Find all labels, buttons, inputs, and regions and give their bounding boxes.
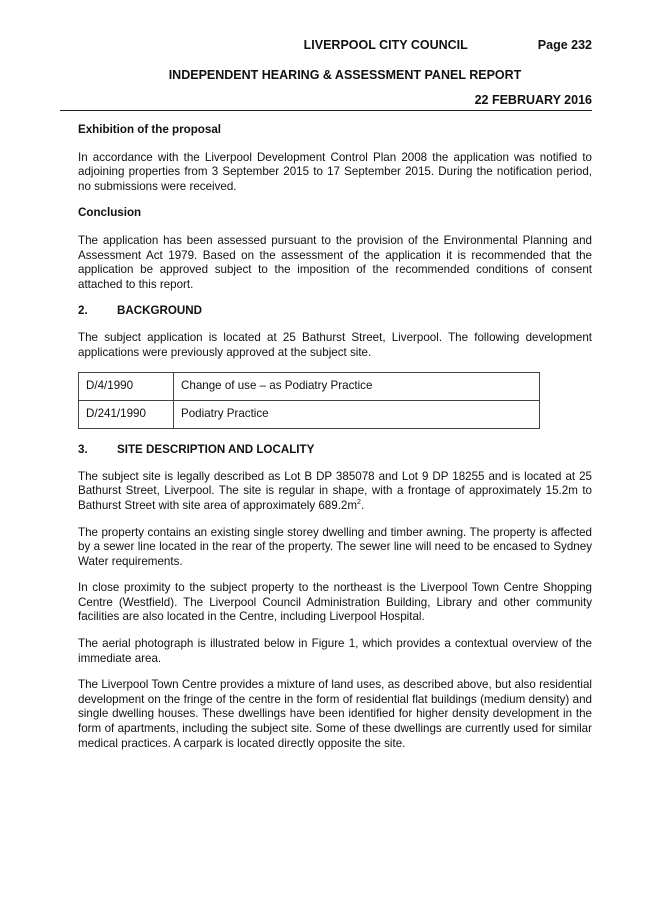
table-row — [79, 373, 540, 401]
report-page — [78, 38, 592, 763]
report-date: 22 FEBRUARY 2016 — [474, 93, 592, 107]
site-paragraph-1 — [78, 470, 592, 514]
application-ref: D/241/1990 — [79, 401, 174, 429]
site-paragraph-5: The Liverpool Town Centre provides a mixture of land uses, as described above, but also residential development on the fringe of the centre in the form of residential flat buildings (medium density) and single dwelling houses. These dwellings have been identified for higher density development in the form of apartments, including the subject site. Some of these dwellings are currently used for similar medical practices. A carpark is located directly opposite the site. — [78, 678, 592, 750]
header-top-row — [78, 38, 592, 56]
report-body — [78, 123, 592, 751]
conclusion-paragraph: The application has been assessed pursuant to the provision of the Environmental Planning and Assessment Act 1979. Based on the assessment of the application it is recommended that the application be approved subject to the imposition of the recommended conditions of consent attached to this report. — [78, 233, 592, 291]
conclusion-heading: Conclusion — [78, 206, 142, 220]
background-paragraph: The subject application is located at 25 Bathurst Street, Liverpool. The following development applications were previously approved at the subject site. — [78, 330, 592, 359]
application-description: Podiatry Practice — [174, 401, 540, 429]
site-paragraph-3: In close proximity to the subject property to the northeast is the Liverpool Town Centre Shopping Centre (Westfield). The Liverpool Council Administration Building, Library and other community facilities are also located in the Centre, including Liverpool Hospital. — [78, 581, 592, 624]
site-paragraph-2: The property contains an existing single storey dwelling and timber awning. The property is affected by a sewer line located in the rear of the property. The sewer line will need to be encased to Sydney Water requirements. — [78, 525, 592, 568]
site-section-heading — [78, 443, 592, 458]
application-description: Change of use – as Podiatry Practice — [174, 373, 540, 401]
applications-table — [78, 372, 540, 429]
header-divider — [60, 110, 592, 111]
site-paragraph-1-text: The subject site is legally described as Lot B DP 385078 and Lot 9 DP 18255 and is located at 25 Bathurst Street, Liverpool. The site is regular in shape, with a frontage of approximately 15.2m to Bathurst Street with site area of approximately 689.2m — [78, 469, 592, 512]
superscript-two: 2 — [357, 499, 361, 507]
background-section-heading — [78, 304, 592, 319]
report-title: INDEPENDENT HEARING & ASSESSMENT PANEL REPORT — [168, 68, 522, 82]
exhibition-heading: Exhibition of the proposal — [78, 123, 221, 136]
section-number: 3. — [78, 443, 88, 457]
section-number: 2. — [78, 304, 88, 318]
page-number: Page 232 — [537, 38, 592, 52]
site-paragraph-1-end: . — [360, 498, 365, 512]
site-paragraph-4: The aerial photograph is illustrated below in Figure 1, which provides a contextual overview of the immediate area. — [78, 637, 592, 665]
section-title: SITE DESCRIPTION AND LOCALITY — [117, 443, 315, 457]
table-row — [79, 401, 540, 429]
exhibition-paragraph: In accordance with the Liverpool Development Control Plan 2008 the application was notified to adjoining properties from 3 September 2015 to 17 September 2015. During the notification period, no submissions were received. — [78, 150, 592, 193]
council-name: LIVERPOOL CITY COUNCIL — [303, 38, 468, 52]
section-title: BACKGROUND — [117, 304, 203, 318]
application-ref: D/4/1990 — [79, 373, 174, 401]
